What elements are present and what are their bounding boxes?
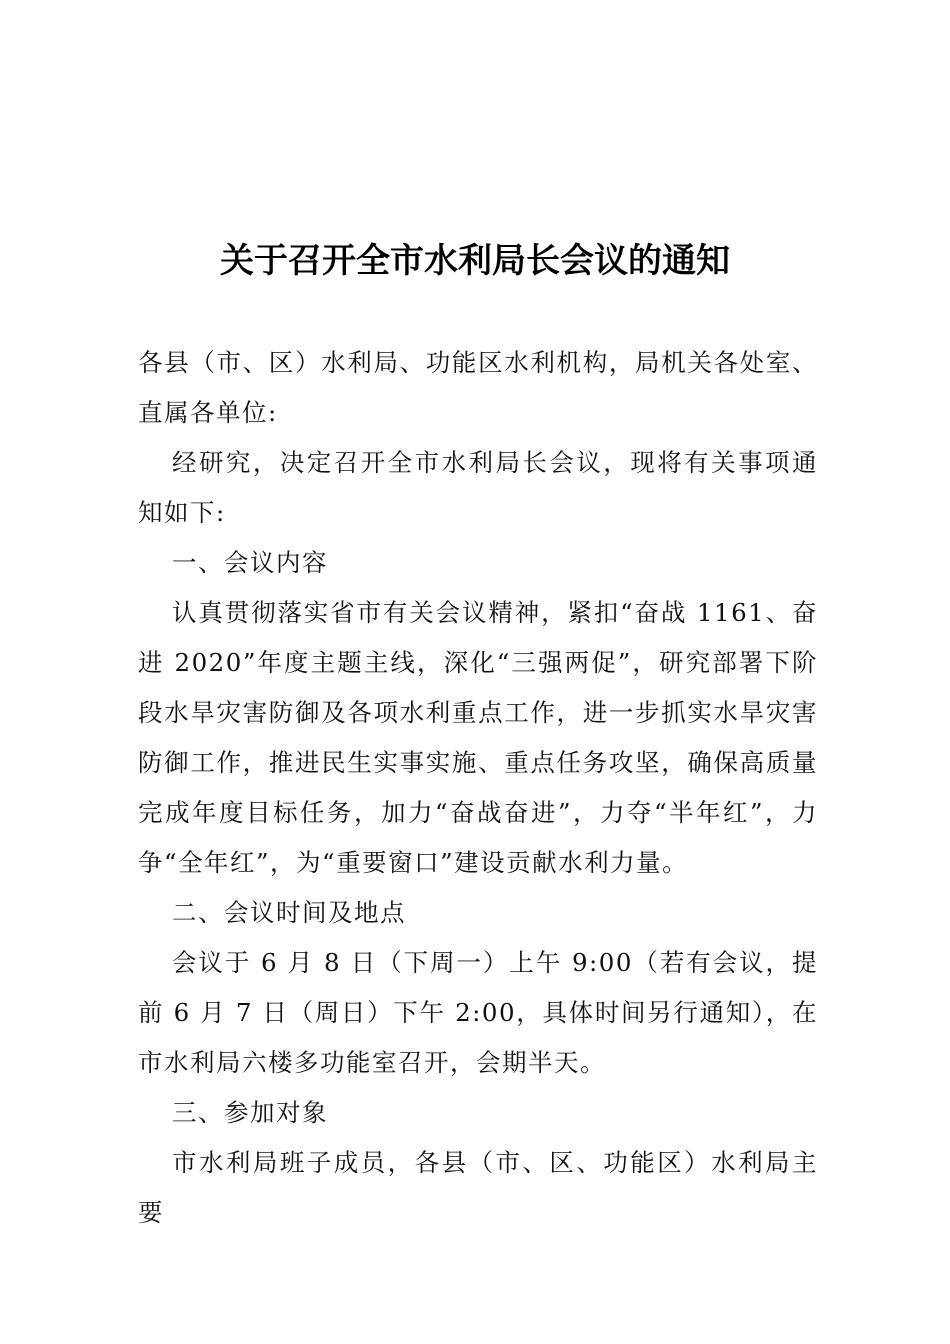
section-heading-content: 一、会议内容 (172, 548, 328, 577)
section-heading-attendees: 三、参加对象 (172, 1098, 328, 1127)
section-body-content: 认真贯彻落实省市有关会议精神，紧扣“奋战 1161、奋进 2020”年度主题主线，深化“三强两促”，研究部署下阶段水旱灾害防御及各项水利重点工作，进一步抓实水旱灾害防御工作，推进民生实事实施、重点任务攻坚，确保高质量完成年度目标任务，加力“奋战奋进”，力夺“半年红”，力争“全年红”，为“重要窗口”建设贡献水利力量。 (138, 598, 818, 877)
addressee-paragraph: 各县（市、区）水利局、功能区水利机构，局机关各处室、直属各单位: (138, 348, 818, 427)
document-body (138, 338, 818, 1238)
section-body-attendees: 市水利局班子成员，各县（市、区、功能区）水利局主要 (138, 1148, 818, 1227)
document-title: 关于召开全市水利局长会议的通知 (220, 241, 730, 281)
section-heading-time-place: 二、会议时间及地点 (172, 898, 406, 927)
intro-paragraph: 经研究，决定召开全市水利局长会议，现将有关事项通知如下: (138, 448, 818, 527)
section-body-time-place: 会议于 6 月 8 日（下周一）上午 9:00（若有会议，提前 6 月 7 日（周日）下午 2:00，具体时间另行通知），在市水利局六楼多功能室召开，会期半天。 (138, 948, 818, 1077)
